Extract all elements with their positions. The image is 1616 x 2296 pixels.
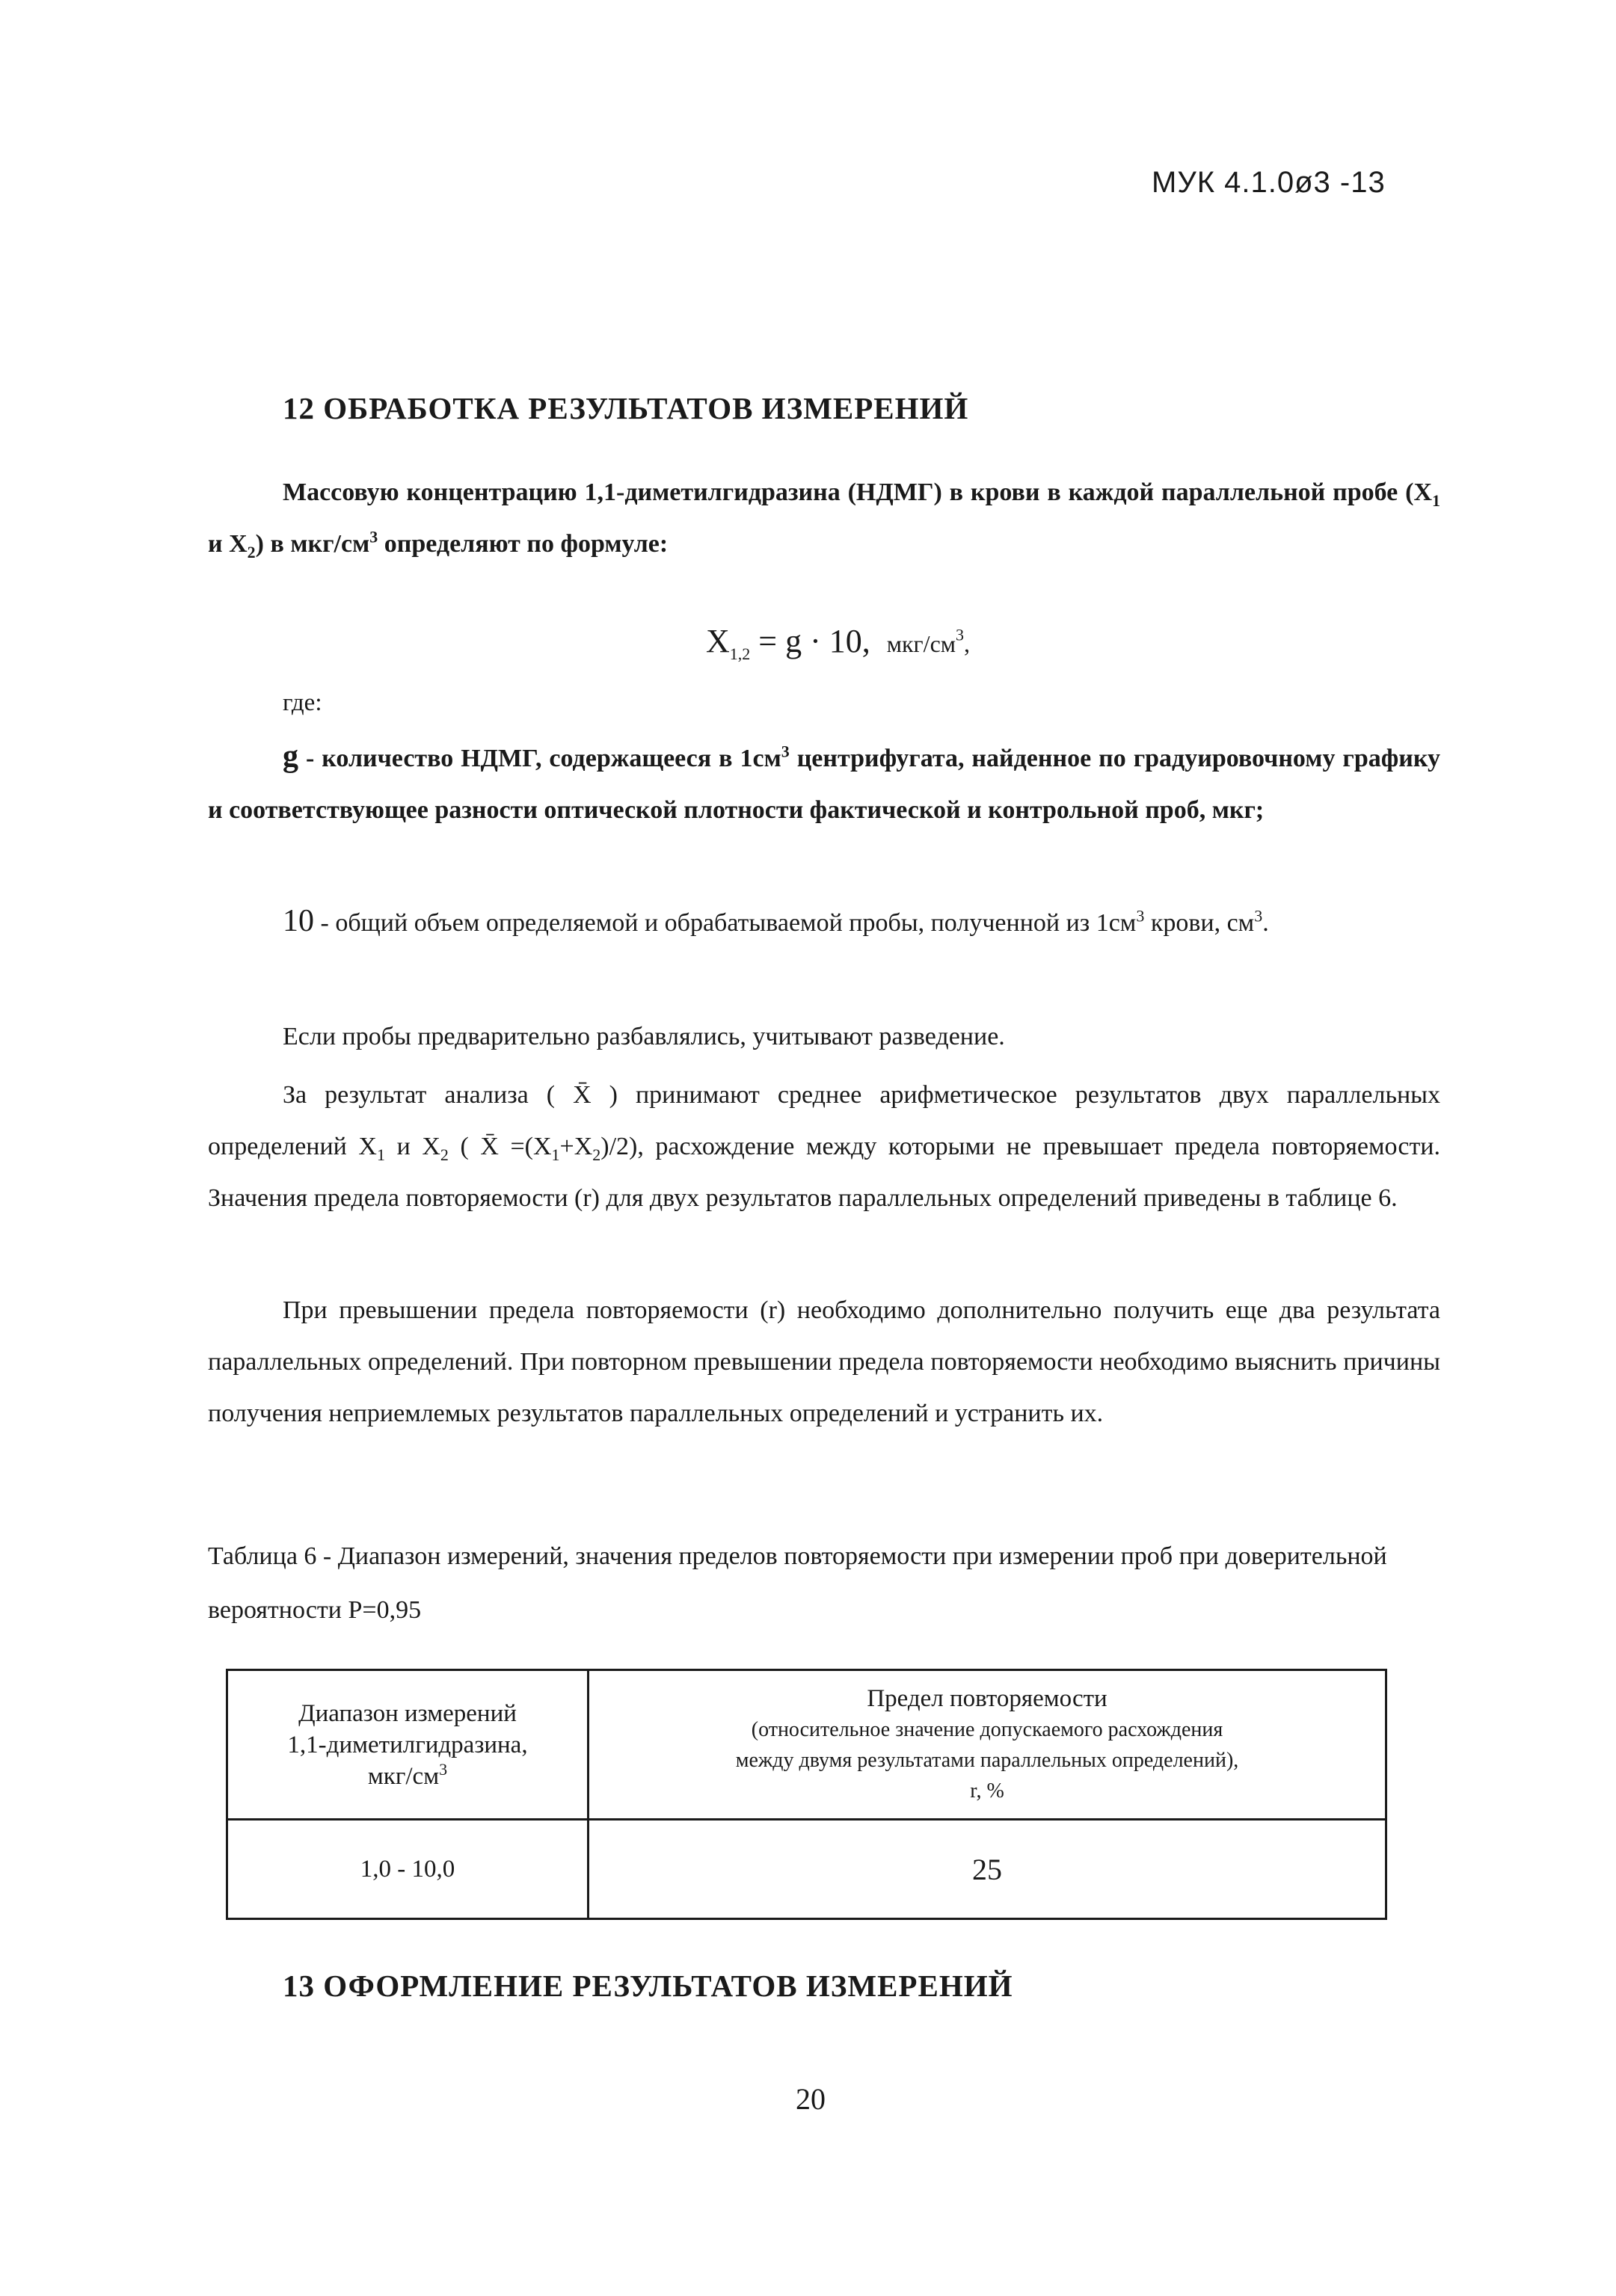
section-12-title: 12 ОБРАБОТКА РЕЗУЛЬТАТОВ ИЗМЕРЕНИЙ (283, 391, 969, 425)
table-header-repeatability-limit: Предел повторяемости (относительное значение допускаемого расхождения между двумя результатами параллельных определений), r, % (589, 1670, 1386, 1820)
table-6 (226, 1669, 1387, 1920)
table-cell-limit: 25 (589, 1820, 1386, 1919)
where-label: где: (283, 689, 322, 716)
page-number: 20 (796, 2082, 826, 2116)
definition-10: 10 - общий объем определяемой и обрабатываемой пробы, полученной из $1см^3$ крови, $см^3$. (283, 904, 1269, 938)
section-13-title: 13 ОФОРМЛЕНИЕ РЕЗУЛЬТАТОВ ИЗМЕРЕНИЙ (283, 1969, 1013, 2003)
exceed-paragraph: При превышении предела повторяемости (r) необходимо дополнительно получить еще два результата параллельных определений. При повторном превышении предела повторяемости необходимо выяснить причины получения неприемлемых результатов параллельных определений и устранить их. (208, 1296, 1440, 1427)
table-6-caption: Таблица 6 - Диапазон измерений, значения пределов повторяемости при измерении проб при доверительной вероятности P=0,95 (208, 1542, 1387, 1624)
table-header-range: Диапазон измерений 1,1-диметилгидразина, мкг/$см^3$ (227, 1670, 589, 1820)
result-paragraph: За результат анализа ( X̄ ) принимают среднее арифметическое результатов двух параллельных определений $X_1$ и $X_2$ ( X̄ $=(X_1+X_2)/2$), расхождение между которыми не превышает предела повторяемости. Значения предела повторяемости (r) для двух результатов параллельных определений приведены в таблице 6. (208, 1081, 1441, 1212)
formula: $X_{1,2} = g \cdot 10$, мкг/$см^3$, (706, 623, 971, 663)
table-row (227, 1820, 1386, 1919)
table-cell-range: 1,0 - 10,0 (227, 1820, 589, 1919)
definition-g: g - количество НДМГ, содержащееся в $1см^3$ центрифугата, найденное по градуировочному графику и соответствующее разности оптической плотности фактической и контрольной проб, мкг; (208, 739, 1440, 824)
intro-paragraph: Массовую концентрацию 1,1-диметилгидразина (НДМГ) в крови в каждой параллельной пробе ($X_1$ и $X_2$) в мкг/$см^3$ определяют по формуле: (208, 478, 1440, 561)
dilution-paragraph: Если пробы предварительно разбавлялись, учитывают разведение. (283, 1023, 1005, 1050)
document-code: МУК 4.1.0ø3 -13 (1152, 166, 1386, 199)
table-header-row (227, 1670, 1386, 1820)
